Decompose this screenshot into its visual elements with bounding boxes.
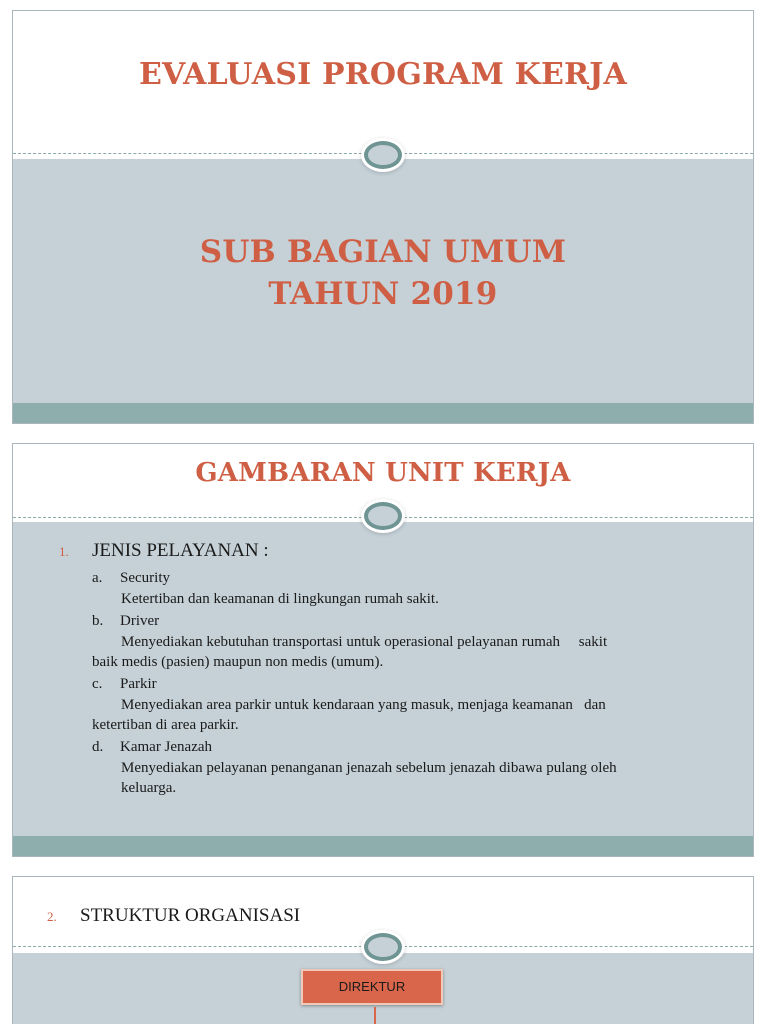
slide-2	[12, 443, 754, 857]
list-item	[59, 674, 723, 695]
section-title: JENIS PELAYANAN :	[92, 540, 269, 561]
item-desc-line: keluarga.	[121, 780, 177, 796]
slide-2-title: GAMBARAN UNIT KERJA	[195, 458, 571, 488]
org-chart-direktur-box: DIREKTUR	[301, 969, 443, 1005]
jenis-pelayanan-list	[59, 540, 723, 798]
item-desc-line: Menyediakan pelayanan penanganan jenazah sebelum jenazah dibawa pulang oleh	[121, 760, 617, 776]
item-desc-line: baik medis (pasien) maupun non medis (umum).	[92, 654, 384, 670]
section-heading	[59, 540, 723, 562]
item-letter: c.	[92, 676, 103, 692]
section-number: 1.	[59, 544, 69, 559]
subtitle-line-1: SUB BAGIAN UMUM	[199, 234, 567, 270]
item-label: Kamar Jenazah	[120, 739, 213, 755]
item-description	[59, 758, 723, 798]
item-label: Parkir	[120, 676, 157, 692]
item-letter: b.	[92, 613, 104, 629]
item-letter: d.	[92, 739, 104, 755]
item-desc-line: Menyediakan kebutuhan transportasi untuk operasional pelayanan rumah sakit	[121, 634, 608, 650]
list-item	[59, 737, 723, 758]
section-title: STRUKTUR ORGANISASI	[80, 905, 301, 926]
slide-1-body	[13, 159, 753, 403]
item-label: Security	[120, 570, 170, 586]
section-heading	[47, 905, 300, 927]
slide-1-footer-bar	[13, 403, 753, 423]
list-item	[59, 611, 723, 632]
slide-3	[12, 876, 754, 1024]
ring-ornament-icon	[364, 502, 402, 530]
slide-2-footer-bar	[13, 836, 753, 856]
item-desc-line: Menyediakan area parkir untuk kendaraan yang masuk, menjaga keamanan dan	[121, 697, 606, 713]
slide-1-title: EVALUASI PROGRAM KERJA	[138, 57, 628, 92]
slide-1-header	[13, 11, 753, 156]
list-item	[59, 568, 723, 589]
subtitle-line-2: TAHUN 2019	[268, 276, 498, 312]
item-letter: a.	[92, 570, 103, 586]
item-description	[59, 632, 723, 672]
item-desc-line: Ketertiban dan keamanan di lingkungan rumah sakit.	[121, 591, 439, 607]
item-label: Driver	[120, 613, 160, 629]
section-number: 2.	[47, 909, 57, 924]
slide-1-subtitle	[13, 231, 753, 315]
ring-ornament-icon	[364, 141, 402, 169]
item-description	[59, 695, 723, 735]
item-desc-line: ketertiban di area parkir.	[92, 717, 239, 733]
slide-1	[12, 10, 754, 424]
ring-ornament-icon	[364, 933, 402, 961]
org-chart-connector	[374, 1007, 376, 1024]
item-description	[59, 589, 723, 609]
